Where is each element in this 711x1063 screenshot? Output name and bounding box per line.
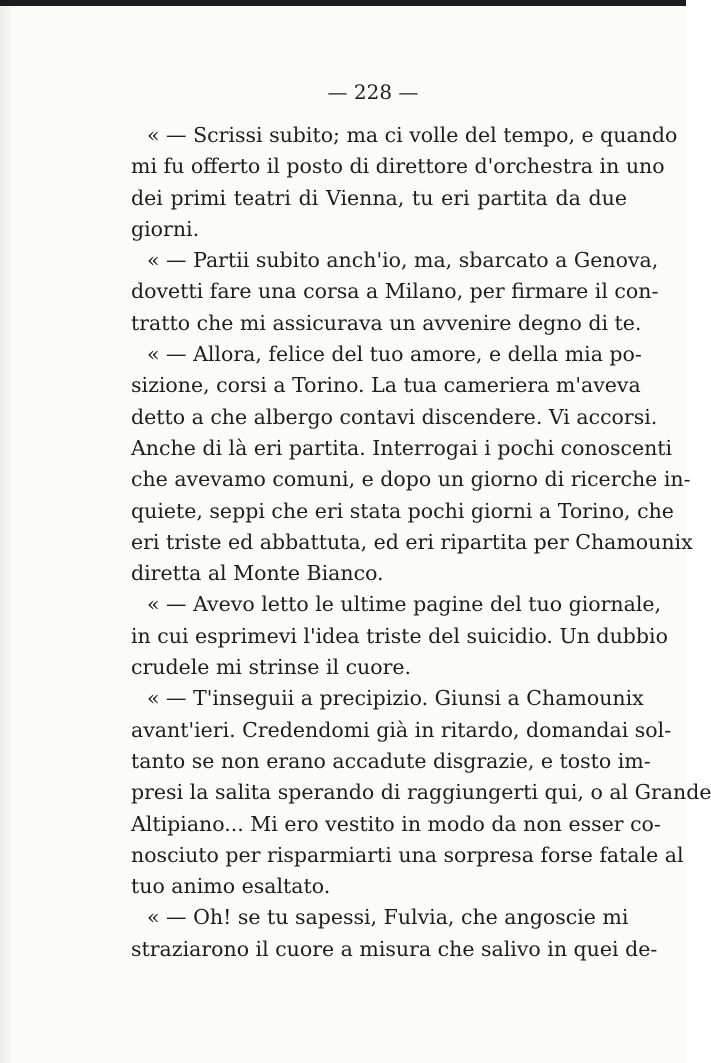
text-line: straziarono il cuore a misura che salivo in quei de-	[131, 936, 658, 961]
text-line: dei primi teatri di Vienna, tu eri partita da due	[131, 185, 627, 210]
text-line: mi fu offerto il posto di direttore d'orchestra in uno	[131, 154, 665, 179]
text-line: in cui esprimevi l'idea triste del suicidio. Un dubbio	[131, 623, 668, 648]
text-line: Anche di là eri partita. Interrogai i pochi conoscenti	[131, 435, 673, 460]
text-line: Altipiano... Mi ero vestito in modo da non esser co-	[131, 811, 661, 836]
text-line: crudele mi strinse il cuore.	[131, 655, 412, 680]
text-line: presi la salita sperando di raggiungerti qui, o al Grande	[131, 780, 711, 805]
text-line: detto a che albergo contavi discendere. Vi accorsi.	[131, 404, 658, 429]
body-text	[131, 120, 711, 965]
text-line: nosciuto per risparmiarti una sorpresa forse fatale al	[131, 842, 684, 867]
text-line: tratto che mi assicurava un avvenire degno di te.	[131, 310, 642, 335]
text-line: che avevamo comuni, e dopo un giorno di ricerche in-	[131, 467, 691, 492]
text-line: eri triste ed abbattuta, ed eri ripartita per Chamounix	[131, 529, 693, 554]
text-line: tuo animo esaltato.	[131, 874, 331, 899]
text-line: « — Avevo letto le ultime pagine del tuo giornale,	[147, 592, 662, 617]
text-line: « — Oh! se tu sapessi, Fulvia, che angoscie mi	[147, 905, 629, 930]
text-line: giorni.	[131, 216, 200, 241]
text-line: tanto se non erano accadute disgrazie, e tosto im-	[131, 748, 651, 773]
text-line: « — Allora, felice del tuo amore, e della mia po-	[147, 342, 642, 367]
text-line: avant'ieri. Credendomi già in ritardo, domandai sol-	[131, 717, 672, 742]
text-line: sizione, corsi a Torino. La tua cameriera m'aveva	[131, 373, 641, 398]
text-line: diretta al Monte Bianco.	[131, 561, 384, 586]
text-line: dovetti fare una corsa a Milano, per firmare il con-	[131, 279, 659, 304]
text-line: « — T'inseguii a precipizio. Giunsi a Chamounix	[147, 686, 644, 711]
page-number: — 228 —	[327, 80, 419, 104]
text-line: « — Partii subito anch'io, ma, sbarcato a Genova,	[147, 248, 659, 273]
text-line: « — Scrissi subito; ma ci volle del tempo, e quando	[147, 123, 678, 147]
text-line: quiete, seppi che eri stata pochi giorni a Torino, che	[131, 498, 674, 523]
page-gutter-shadow	[0, 6, 14, 1063]
